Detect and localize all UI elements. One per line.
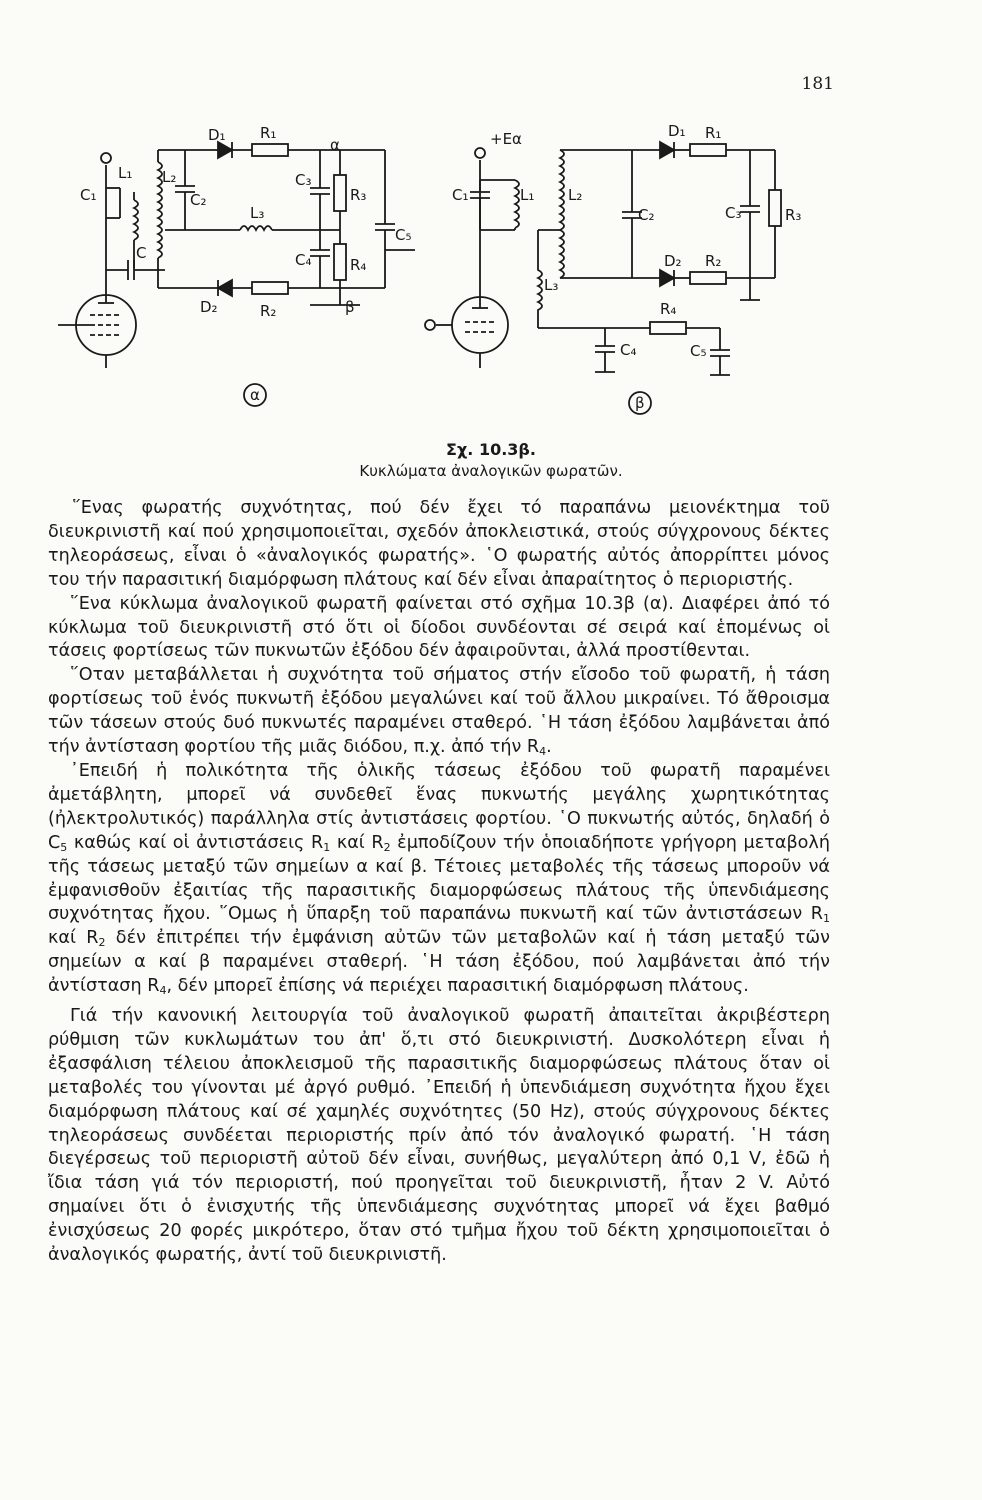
r1-subscript-2: 1: [823, 912, 830, 926]
p4-part-c: καί R: [330, 832, 384, 853]
paragraph-3-end: .: [546, 737, 552, 758]
svg-text:C₅: C₅: [395, 226, 412, 244]
svg-text:C₅: C₅: [690, 342, 707, 360]
svg-text:D₂: D₂: [200, 298, 218, 316]
svg-text:D₁: D₁: [668, 122, 686, 140]
svg-text:R₂: R₂: [705, 252, 722, 270]
svg-text:R₄: R₄: [660, 300, 677, 318]
svg-text:R₃: R₃: [350, 186, 367, 204]
svg-text:C₂: C₂: [638, 206, 655, 224]
supply-label: +Eα: [490, 130, 522, 148]
svg-text:β: β: [345, 298, 355, 316]
paragraph-1: ῞Ενας φωρατής συχνότητας, πού δέν ἔχει τό παραπάνω μειονέκτημα τοῦ διευκρινιστῆ καί πού χρησιμοποιεῖται, σχεδόν ἀποκλειστικά, στούς σύγχρονους δέκτες τηλεοράσεως, εἶναι ὁ «ἀναλογικός φωρατής». ῾Ο φωρατής αὐτός ἀπορρίπτει μόνος του τήν παρασιτική διαμόρφωση πλάτους καί δέν εἶναι ἀπαραίτητος ὁ περιοριστής.: [48, 498, 830, 590]
paragraph-2: ῞Ενα κύκλωμα ἀναλογικοῦ φωρατῆ φαίνεται στό σχῆμα 10.3β (α). Διαφέρει ἀπό τό κύκλωμα τοῦ διευκρινιστῆ στό ὅτι οἱ δίοδοι συνδέονται σέ σειρά καί ἑπομένως οἱ τάσεις φορτίσεως τῶν πυκνωτῶν ἐξόδου δέν ἀφαιροῦνται, ἀλλά προστίθενται.: [48, 593, 830, 662]
svg-text:L₃: L₃: [544, 276, 559, 294]
p4-part-e: καί R: [48, 928, 99, 949]
svg-text:C₁: C₁: [80, 186, 97, 204]
svg-text:C₄: C₄: [295, 251, 312, 269]
paragraph-4: [48, 760, 830, 999]
svg-text:R₁: R₁: [705, 124, 722, 142]
body-text: [48, 497, 830, 1268]
p4-part-a: ᾿Επειδή ἡ πολικότητα τῆς ὁλικῆς τάσεως ἐξόδου τοῦ φωρατῆ παραμένει ἀμετάβλητη, μπορεῖ νά συνδεθεῖ ἕνας πυκνωτής μεγάλης χωρητικότητας (ἠλεκτρολυτικός) παράλληλα στίς ἀντιστάσεις φορτίου. ῾Ο πυκνωτής αὐτός, δηλαδή ὁ C: [48, 760, 830, 853]
badge-b-label: β: [635, 394, 645, 412]
svg-text:R₁: R₁: [260, 124, 277, 142]
p4-part-b: καθώς καί οἱ ἀντιστάσεις R: [67, 832, 324, 853]
svg-text:L₃: L₃: [250, 204, 265, 222]
svg-text:R₂: R₂: [260, 302, 277, 320]
svg-text:C₄: C₄: [620, 341, 637, 359]
paragraph-3-text: ῞Οταν μεταβάλλεται ἡ συχνότητα τοῦ σήματος στήν εἴσοδο τοῦ φωρατῆ, ἡ τάση φορτίσεως τοῦ ἑνός πυκνωτῆ ἐξόδου μεγαλώνει καί τοῦ ἄλλου μικραίνει. Τό ἄθροισμα τῶν τάσεων στούς δυό πυκνωτές παραμένει σταθερό. ῾Η τάση ἐξόδου λαμβάνεται ἀπό τήν ἀντίσταση φορτίου τῆς μιᾶς διόδου, π.χ. ἀπό τήν R: [48, 665, 830, 758]
p4-part-f: δέν ἐπιτρέπει τήν ἐμφάνιση αὐτῶν τῶν μεταβολῶν καί ἡ τάση μεταξύ τῶν σημείων α καί β παραμένει σταθερή. ῾Η τάση ἐξόδου, πού λαμβάνεται ἀπό τήν ἀντίσταση R: [48, 928, 830, 997]
svg-text:D₁: D₁: [208, 126, 226, 144]
r2-subscript-2: 2: [98, 936, 106, 950]
r4-subscript: 4: [539, 745, 547, 759]
svg-text:C: C: [136, 244, 147, 262]
r4-subscript-2: 4: [159, 984, 167, 998]
svg-text:R₄: R₄: [350, 256, 367, 274]
svg-text:L₂: L₂: [568, 186, 583, 204]
circuit-diagram: [40, 120, 870, 440]
paragraph-5: Γιά τήν κανονική λειτουργία τοῦ ἀναλογικοῦ φωρατῆ ἀπαιτεῖται ἀκριβέστερη ρύθμιση τῶν κυκλωμάτων του ἀπ' ὅ,τι στό διευκρινιστή. Δυσκολότερη εἶναι ἡ ἐξασφάλιση τέλειου ἀποκλεισμοῦ τῆς παρασιτικῆς διαμορφώσεως πλάτους ὅταν οἱ μεταβολές του γίνονται μέ ἀργό ρυθμό. ᾿Επειδή ἡ ὑπενδιάμεση συχνότητα ἤχου ἔχει διαμόρφωση πλάτους καί σέ χαμηλές συχνότητες (50 Hz), στούς σύγχρονους δέκτες τηλεοράσεως συνδέεται περιοριστής πρίν ἀπό τόν ἀναλογικό φωρατή. ῾Η τάση διεγέρσεως τοῦ περιοριστῆ αὐτοῦ δέν εἶναι, συνήθως, μεγαλύτερη ἀπό 0,1 V, ἐδῶ ἡ ἴδια τάση γιά τόν περιοριστή, πού προηγεῖται τοῦ διευκρινιστῆ, ἦταν 2 V. Αὐτό σημαίνει ὅτι ὁ ἐνισχυτής τῆς ὑπενδιάμεσης συχνότητας μπορεῖ νά ἔχει βαθμό ἐνισχύσεως 20 φορές μικρότερο, ὅταν στό τμῆμα ἤχου τοῦ δέκτη χρησιμοποιεῖται ὁ ἀναλογικός φωρατής, ἀντί τοῦ διευκρινιστῆ.: [48, 1006, 830, 1266]
paragraph-3: [48, 664, 830, 760]
svg-text:C₃: C₃: [725, 204, 742, 222]
svg-text:C₃: C₃: [295, 171, 312, 189]
p4-part-g: , δέν μπορεῖ ἐπίσης νά περιέχει παρασιτική διαμόρφωση πλάτους.: [166, 976, 749, 997]
r2-subscript: 2: [383, 840, 391, 854]
figure-number: Σχ. 10.3β.: [446, 440, 536, 459]
svg-text:R₃: R₃: [785, 206, 802, 224]
c5-subscript: 5: [60, 840, 68, 854]
svg-text:C₂: C₂: [190, 191, 207, 209]
svg-text:L₂: L₂: [162, 168, 177, 186]
figure-circuits: [40, 120, 870, 440]
r1-subscript: 1: [323, 840, 331, 854]
figure-caption: Κυκλώματα ἀναλογικῶν φωρατῶν.: [359, 462, 623, 480]
svg-text:L₁: L₁: [118, 164, 133, 182]
svg-text:C₁: C₁: [452, 186, 469, 204]
svg-text:L₁: L₁: [520, 186, 535, 204]
svg-text:D₂: D₂: [664, 252, 682, 270]
page-number: 181: [801, 74, 834, 94]
badge-a-label: α: [250, 386, 260, 404]
p4-part-d: ἐμποδίζουν τήν ὁποιαδήποτε γρήγορη μεταβολή τῆς τάσεως μεταξύ τῶν σημείων α καί β. Τέτοιες μεταβολές τῆς τάσεως μποροῦν νά ἐμφανισθοῦν ἐξαιτίας τῆς παρασιτικῆς διαμορφώσεως πλάτους τῆς ὑπενδιάμεσης συχνότητας ἤχου. ῞Ομως ἡ ὕπαρξη τοῦ παραπάνω πυκνωτῆ καί τῶν ἀντιστάσεων R: [48, 832, 830, 925]
svg-text:α: α: [330, 136, 340, 154]
